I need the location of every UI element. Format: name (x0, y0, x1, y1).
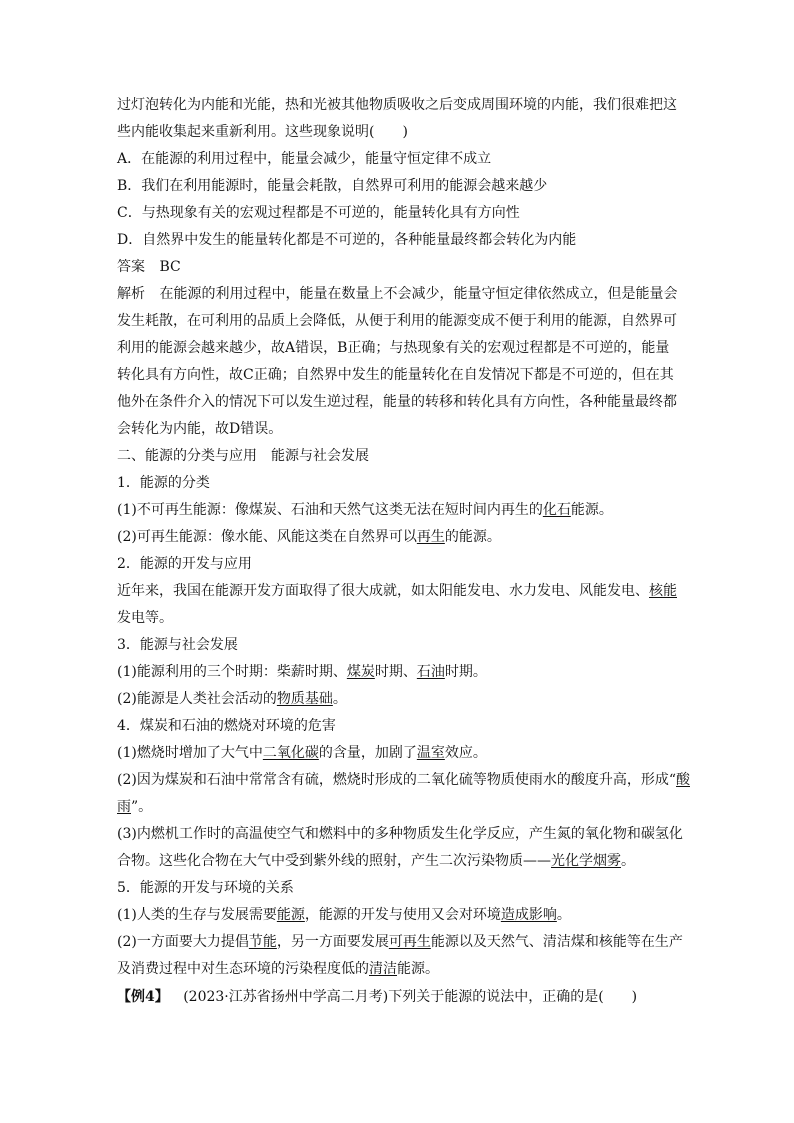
blank-answer: 雨 (117, 799, 131, 815)
analysis-line-2: 发生耗散，在可利用的品质上会降低，从便于利用的能源变成不便于利用的能源，自然界可 (117, 313, 677, 329)
intro-line-1: 过灯泡转化为内能和光能，热和光被其他物质吸收之后变成周围环境的内能，我们很难把这 (117, 97, 677, 113)
example-label: 【例4】 (117, 989, 169, 1005)
text: (2)一方面要大力提倡 (117, 934, 249, 950)
text: (2)因为煤炭和石油中常常含有硫，燃烧时形成的二氧化硫等物质使雨水的酸度升高，形成“ (117, 772, 676, 788)
s1-title: 1．能源的分类 (117, 475, 210, 491)
answer-label: 答案 (117, 259, 145, 275)
text: (1)人类的生存与发展需要 (117, 907, 277, 923)
s4-p2-line-2 (117, 797, 152, 817)
text: ，另一方面要发展 (276, 934, 389, 950)
text: (2)能源是人类社会活动的 (117, 691, 277, 707)
option-c: C．与热现象有关的宏观过程都是不可逆的，能量转化具有方向性 (117, 205, 520, 221)
option-d: D．自然界中发生的能量转化都是不可逆的，各种能量最终都会转化为内能 (117, 232, 577, 248)
blank-answer: 石油 (416, 664, 445, 680)
s5-title: 5．能源的开发与环境的关系 (117, 880, 294, 896)
text: (1)不可再生能源：像煤炭、石油和天然气这类无法在短时间内再生的 (117, 502, 543, 518)
text: 时期、 (374, 664, 417, 680)
s1-p2 (117, 527, 501, 547)
example-line (117, 987, 637, 1007)
analysis-line-1 (117, 284, 677, 304)
blank-answer: 再生 (416, 529, 445, 545)
text: 能源以及天然气、清洁煤和核能等在生产 (430, 934, 683, 950)
analysis-line-4: 转化具有方向性，故C正确；自然界中发生的能量转化在自发情况下都是不可逆的，但在其 (117, 367, 674, 383)
answer-value: BC (159, 259, 181, 275)
s1-p1 (117, 500, 613, 520)
blank-answer: 节能 (248, 934, 277, 950)
text: (1)能源利用的三个时期：柴薪时期、 (117, 664, 347, 680)
s3-p2 (117, 689, 347, 709)
s5-p2-line-2 (117, 959, 439, 979)
text: 。 (621, 853, 635, 869)
analysis-label: 解析 (117, 286, 145, 302)
blank-answer: 可再生 (388, 934, 431, 950)
blank-answer: 清洁 (369, 961, 397, 977)
analysis-line-6: 会转化为内能，故D错误。 (117, 421, 283, 437)
answer-line (117, 257, 181, 277)
text: (2)可再生能源：像水能、风能这类在自然界可以 (117, 529, 417, 545)
s4-p3-line-1: (3)内燃机工作时的高温使空气和燃料中的多种物质发生化学反应，产生氮的氧化物和碳氢化 (117, 826, 683, 842)
example-text: (2023·江苏省扬州中学高二月考)下列关于能源的说法中，正确的是( ) (183, 989, 638, 1005)
blank-answer: 造成影响 (500, 907, 557, 923)
text: 时期。 (444, 664, 487, 680)
text: 的能源。 (444, 529, 501, 545)
option-a: A．在能源的利用过程中，能量会减少，能量守恒定律不成立 (117, 151, 492, 167)
text: ”。 (131, 799, 153, 815)
blank-answer: 二氧化碳 (262, 745, 319, 761)
option-b: B．我们在利用能源时，能量会耗散，自然界可利用的能源会越来越少 (117, 178, 548, 194)
blank-answer: 酸 (676, 772, 690, 788)
text: (1)燃烧时增加了大气中 (117, 745, 263, 761)
text: 能源。 (570, 502, 613, 518)
analysis-line-5: 他外在条件介入的情况下可以发生逆过程，能量的转移和转化具有方向性，各种能量最终都 (117, 394, 677, 410)
text: 。 (332, 691, 347, 707)
blank-answer: 温室 (416, 745, 445, 761)
blank-answer: 核能 (649, 583, 677, 599)
s4-p1 (117, 743, 487, 763)
intro-line-2: 些内能收集起来重新利用。这些现象说明( ) (117, 124, 408, 140)
s5-p2-line-1 (117, 932, 683, 952)
s4-p3-line-2 (117, 851, 635, 871)
blank-answer: 能源 (276, 907, 305, 923)
text: ，能源的开发与使用又会对环境 (304, 907, 501, 923)
blank-answer: 化石 (542, 502, 571, 518)
text: 的含量，加剧了 (318, 745, 417, 761)
s3-title: 3．能源与社会发展 (117, 637, 238, 653)
s5-p1 (117, 905, 571, 925)
s2-line-2: 发电等。 (117, 610, 173, 626)
s4-p2-line-1 (117, 770, 690, 790)
s3-p1 (117, 662, 487, 682)
blank-answer: 光化学烟雾 (551, 853, 621, 869)
text: 近年来，我国在能源开发方面取得了很大成就，如太阳能发电、水力发电、风能发电、 (117, 583, 649, 599)
s4-title: 4．煤炭和石油的燃烧对环境的危害 (117, 718, 336, 734)
s2-title: 2．能源的开发与应用 (117, 556, 252, 572)
text: 及消费过程中对生态环境的污染程度低的 (117, 961, 369, 977)
blank-answer: 煤炭 (346, 664, 375, 680)
section-heading: 二、能源的分类与应用 能源与社会发展 (117, 448, 369, 464)
text: 能源。 (397, 961, 439, 977)
text: 。 (556, 907, 571, 923)
analysis-line-3: 利用的能源会越来越少，故A错误，B正确；与热现象有关的宏观过程都是不可逆的，能量 (117, 340, 670, 356)
blank-answer: 物质基础 (276, 691, 333, 707)
text: 效应。 (444, 745, 487, 761)
analysis-text: 在能源的利用过程中，能量在数量上不会减少，能量守恒定律依然成立，但是能量会 (159, 286, 678, 302)
s2-line-1 (117, 581, 677, 601)
text: 合物。这些化合物在大气中受到紫外线的照射，产生二次污染物质—— (117, 853, 551, 869)
